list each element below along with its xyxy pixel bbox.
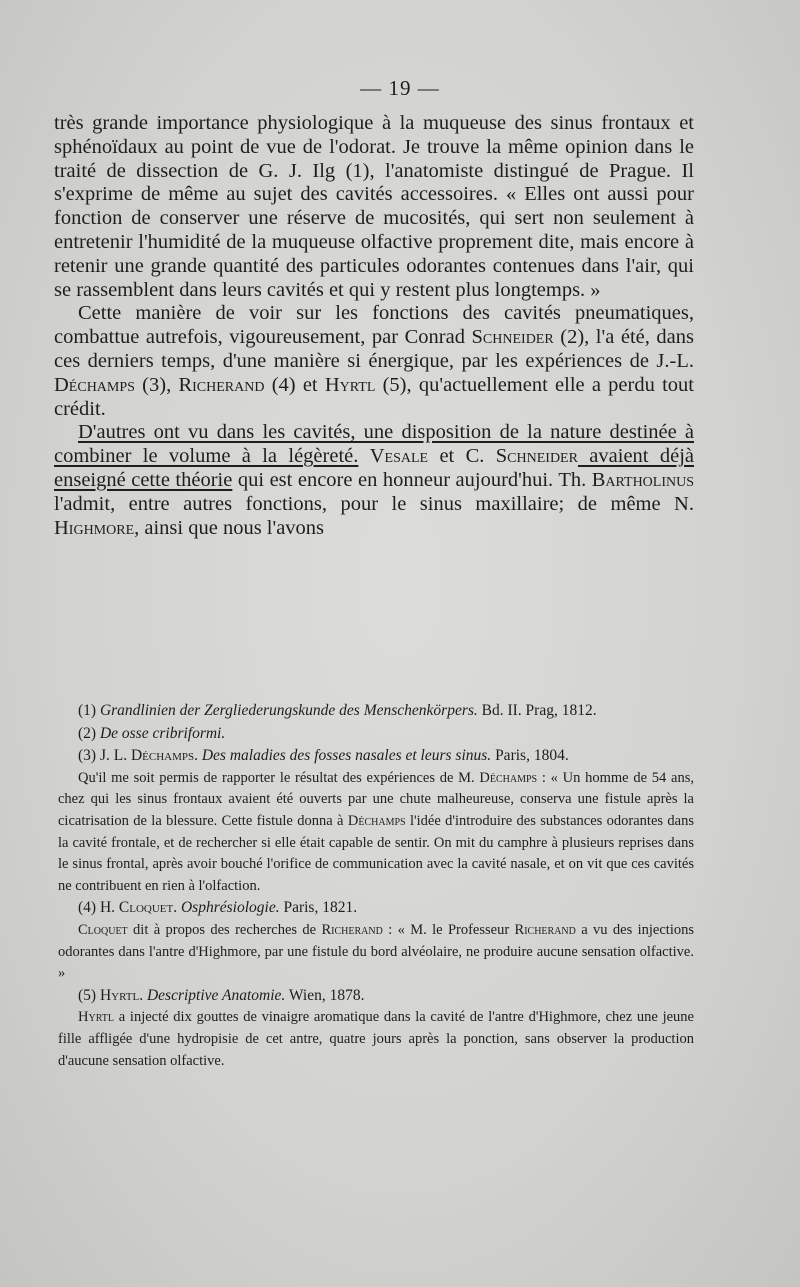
footnotes — [58, 700, 694, 1072]
author-name: Highmore — [54, 516, 135, 539]
footnote-3-detail: Qu'il me soit permis de rapporter le résultat des expériences de M. Déchamps : « Un homme de 54 ans, chez qui les sinus frontaux avaient été ouverts par une chute malheureuse, conserva une fistule après la cicatrisation de la blessure. Cette fistule donna à Déchamps l'idée d'introduire des substances odorantes dans la cavité frontale, et de rechercher si elle était capable de sentir. On mit du camphre à plusieurs reprises dans le sinus frontal, après avoir bouché l'orifice de communication avec la cavité nasale, et on vit que ces cavités ne contribuent en rien à l'olfaction. — [58, 769, 694, 894]
author-name: Bartholinus — [591, 468, 695, 491]
footnote-4-detail: Cloquet dit à propos des recherches de Richerand : « M. le Professeur Richerand a vu des injections odorantes dans l'antre d'Highmore, par une fistule du bord alvéolaire, ne produire aucune sensation olfactive. » — [58, 921, 694, 982]
underlined-passage: avaient déjà enseigné cette théorie — [54, 445, 694, 491]
main-text — [54, 112, 694, 540]
author-name: Schneider — [471, 326, 554, 349]
footnote-5-detail: Hyrtl a injecté dix gouttes de vinaigre aromatique dans la cavité de l'antre d'Highmore, chez une jeune fille affligée d'une hydropisie de cet antre, quatre jours après la ponction, sans observer la production d'aucune sensation olfactive. — [58, 1009, 694, 1069]
page-number: — 19 — — [360, 76, 440, 100]
paragraph-1: très grande importance physiologique à la muqueuse des sinus frontaux et sphénoïdaux au point de vue de l'odorat. Je trouve la même opinion dans le traité de dissection de G. J. Ilg (1), l'anatomiste distingué de Prague. Il s'exprime de même au sujet des cavités accessoires. « Elles ont aussi pour fonction de conserver une réserve de mucosités, qui sert non seulement à entretenir l'humidité de la muqueuse olfactive proprement dite, mais encore à retenir une grande quantité des particules odorantes contenues dans l'air, qui se rassemblent dans leurs cavités et qui y restent plus longtemps. » — [54, 112, 694, 301]
paragraph-3: D'autres ont vu dans les cavités, une disposition de la nature destinée à combiner le volume à la légèreté. Vesale et C. Schneider avaient déjà enseigné cette théorie qui est encore en honneur aujourd'hui. Th. Bartholinus l'admit, entre autres fonctions, pour le sinus maxillaire; de même N. Highmore, ainsi que nous l'avons — [54, 421, 695, 539]
author-name: Schneider — [495, 445, 578, 468]
author-name: Richerand — [178, 373, 265, 396]
footnote-4: (4) H. Cloquet. Osphrésiologie. Paris, 1821. — [78, 899, 358, 917]
author-name: Vesale — [369, 445, 429, 468]
footnote-3: (3) J. L. Déchamps. Des maladies des fosses nasales et leurs sinus. Paris, 1804. — [78, 747, 569, 765]
footnote-5: (5) Hyrtl. Descriptive Anatomie. Wien, 1878. — [78, 986, 365, 1004]
paragraph-2: Cette manière de voir sur les fonctions des cavités pneumatiques, combattue autrefois, vigoureusement, par Conrad Schneider (2), l'a été, dans ces derniers temps, d'une manière si énergique, par les expériences de J.-L. Déchamps (3), Richerand (4) et Hyrtl (5), qu'actuellement elle a perdu tout crédit. — [54, 302, 694, 420]
author-name: Déchamps — [54, 373, 135, 396]
footnote-1: (1) Grandlinien der Zergliederungskunde des Menschenkörpers. Bd. II. Prag, 1812. — [78, 702, 597, 719]
underlined-passage: D'autres ont vu dans les cavités, une disposition de la nature destinée à combiner le volume à la légèreté. — [54, 421, 694, 468]
author-name: Hyrtl — [324, 373, 376, 396]
footnote-2: (2) De osse cribriformi. — [78, 724, 226, 742]
